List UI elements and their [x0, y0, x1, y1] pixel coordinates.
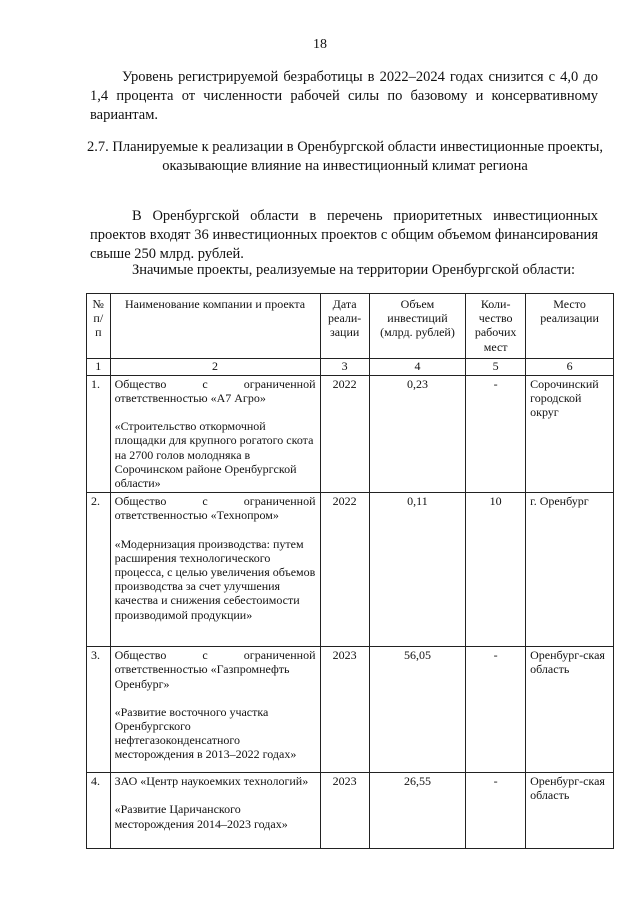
- company-and-project: [110, 375, 320, 492]
- company-and-project: [110, 493, 320, 647]
- header-date: Дата реали-зации: [320, 294, 369, 359]
- project-name: «Строительство откормочной площадки для крупного рогатого скота на 2700 голов молодняка в Сорочинском районе Оренбургской области»: [114, 419, 314, 491]
- jobs-count: 10: [466, 493, 526, 647]
- unemployment-paragraph: Уровень регистрируемой безработицы в 2022–2024 годах снизится с 4,0 до 1,4 процента от численности рабочей силы по базовому и консервативному вариантам.: [90, 69, 598, 123]
- company-and-project: [110, 647, 320, 773]
- company-name-rest: ЗАО «Центр наукоемких технологий»: [114, 774, 309, 789]
- header-volume: Объем инвестиций (млрд. рублей): [369, 294, 465, 359]
- table-intro-paragraph: Значимые проекты, реализуемые на территории Оренбургской области:: [132, 262, 575, 278]
- header-jobs: Коли-чество рабочих мест: [466, 294, 526, 359]
- table-row: [87, 375, 614, 492]
- implementation-place: Оренбург-ская область: [526, 773, 614, 849]
- header-place: Место реализации: [526, 294, 614, 359]
- company-name-rest: ответственностью «Газпромнефть Оренбург»: [114, 662, 290, 691]
- implementation-date: 2023: [320, 773, 369, 849]
- implementation-place: г. Оренбург: [526, 493, 614, 647]
- header-no: № п/п: [87, 294, 111, 359]
- table-row: [87, 647, 614, 773]
- company-name-line: Общество с ограниченной: [114, 376, 316, 391]
- table-row: [87, 773, 614, 849]
- investment-volume: 0,11: [369, 493, 465, 647]
- project-name: «Модернизация производства: путем расширения технологического процесса, с целью увеличения объемов производства за счет улучшения качества и снижения себестоимости производимой продукции»: [114, 536, 316, 622]
- implementation-date: 2022: [320, 375, 369, 492]
- implementation-place: Сорочинский городской округ: [526, 375, 614, 492]
- header-name: Наименование компании и проекта: [110, 294, 320, 359]
- implementation-date: 2023: [320, 647, 369, 773]
- section-heading: 2.7. Планируемые к реализации в Оренбургской области инвестиционные проекты, оказывающие влияние на инвестиционный климат региона: [87, 139, 603, 174]
- table-row: [87, 493, 614, 647]
- row-number: 2.: [87, 493, 111, 647]
- column-number: 4: [369, 358, 465, 375]
- company-name-rest: ответственностью «Технопром»: [114, 508, 279, 523]
- column-number-row: [87, 358, 614, 375]
- investment-volume: 26,55: [369, 773, 465, 849]
- jobs-count: -: [466, 647, 526, 773]
- projects-count-paragraph: В Оренбургской области в перечень приоритетных инвестиционных проектов входят 36 инвестиционных проектов с общим объемом финансирования свыше 250 млрд. рублей.: [90, 208, 598, 262]
- investment-volume: 56,05: [369, 647, 465, 773]
- company-name-rest: ответственностью «А7 Агро»: [114, 391, 266, 406]
- implementation-date: 2022: [320, 493, 369, 647]
- column-number: 6: [526, 358, 614, 375]
- column-number: 5: [466, 358, 526, 375]
- row-number: 3.: [87, 647, 111, 773]
- company-name-line: Общество с ограниченной: [114, 648, 316, 663]
- company-name-line: Общество с ограниченной: [114, 494, 316, 509]
- column-number: 3: [320, 358, 369, 375]
- company-and-project: [110, 773, 320, 849]
- project-name: «Развитие восточного участка Оренбургского нефтегазоконденсатного месторождения в 2013–2022 годах»: [114, 704, 297, 762]
- investment-volume: 0,23: [369, 375, 465, 492]
- row-number: 4.: [87, 773, 111, 849]
- jobs-count: -: [466, 375, 526, 492]
- column-number: 2: [110, 358, 320, 375]
- project-name: «Развитие Царичанского месторождения 2014–2023 годах»: [114, 802, 288, 831]
- page-number: 18: [313, 37, 327, 52]
- row-number: 1.: [87, 375, 111, 492]
- table-header-row: [87, 294, 614, 359]
- investment-projects-table: [86, 293, 614, 849]
- implementation-place: Оренбург-ская область: [526, 647, 614, 773]
- column-number: 1: [87, 358, 111, 375]
- jobs-count: -: [466, 773, 526, 849]
